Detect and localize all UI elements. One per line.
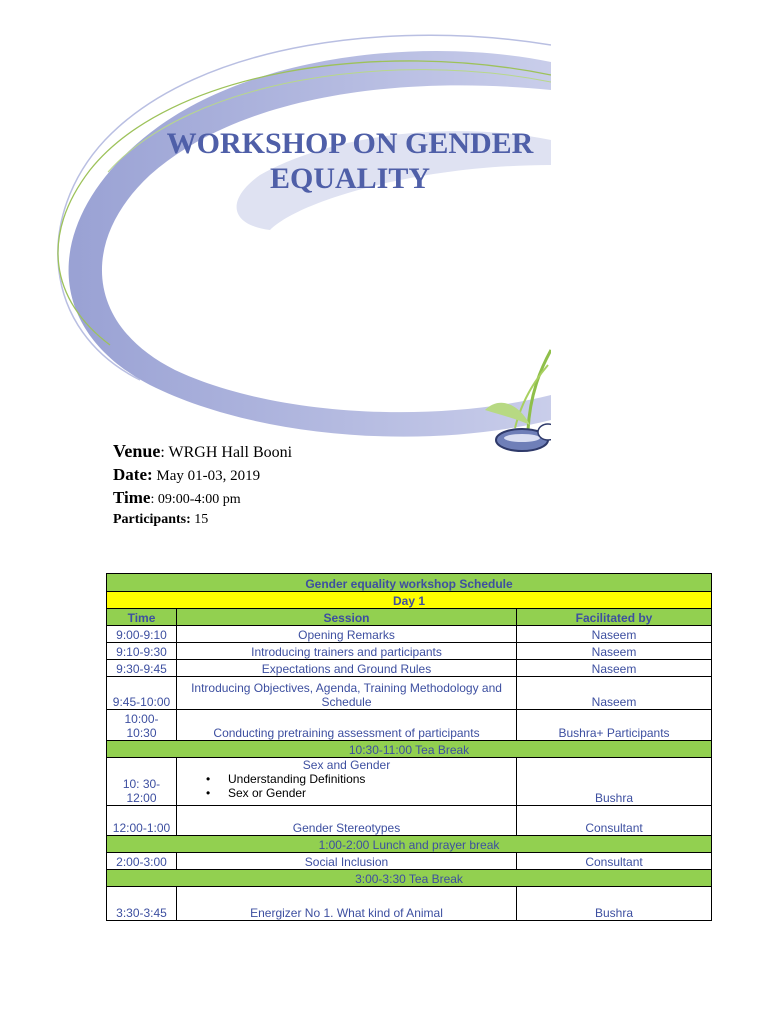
table-row bbox=[107, 677, 712, 710]
participants-line bbox=[113, 510, 292, 529]
session-cell: Conducting pretraining assessment of participants bbox=[177, 710, 517, 741]
session-cell: Gender Stereotypes bbox=[177, 806, 517, 836]
time-cell: 2:00-3:00 bbox=[107, 853, 177, 870]
time-cell: 9:45-10:00 bbox=[107, 677, 177, 710]
workshop-details bbox=[113, 440, 292, 529]
facilitator-cell: Naseem bbox=[517, 677, 712, 710]
facilitator-cell: Bushra bbox=[517, 887, 712, 921]
date-line bbox=[113, 464, 292, 487]
break-row bbox=[107, 870, 712, 887]
session-bullet-list bbox=[180, 772, 513, 800]
facilitator-cell: Naseem bbox=[517, 643, 712, 660]
table-row bbox=[107, 758, 712, 806]
venue-line bbox=[113, 440, 292, 464]
facilitator-cell: Bushra bbox=[517, 758, 712, 806]
table-row bbox=[107, 710, 712, 741]
list-item: • Sex or Gender bbox=[206, 786, 307, 800]
session-cell: Introducing trainers and participants bbox=[177, 643, 517, 660]
time-cell: 10: 30-12:00 bbox=[107, 758, 177, 806]
break-row bbox=[107, 741, 712, 758]
time-cell: 9:30-9:45 bbox=[107, 660, 177, 677]
date-label: Date: bbox=[113, 465, 153, 484]
facilitator-cell: Bushra+ Participants bbox=[517, 710, 712, 741]
facilitator-cell: Consultant bbox=[517, 806, 712, 836]
break-label: 3:00-3:30 Tea Break bbox=[107, 870, 712, 887]
schedule-heading: Gender equality workshop Schedule bbox=[107, 574, 712, 592]
date-value: May 01-03, 2019 bbox=[152, 468, 261, 484]
time-line bbox=[113, 487, 292, 510]
column-header-session: Session bbox=[177, 609, 517, 626]
time-cell: 12:00-1:00 bbox=[107, 806, 177, 836]
bullet-icon: • bbox=[206, 772, 211, 786]
break-row bbox=[107, 836, 712, 853]
venue-value: : WRGH Hall Booni bbox=[160, 444, 293, 461]
time-cell: 10:00-10:30 bbox=[107, 710, 177, 741]
bullet-icon: • bbox=[206, 786, 211, 800]
column-header-row bbox=[107, 609, 712, 626]
list-item: • Understanding Definitions bbox=[206, 772, 366, 786]
stone bbox=[504, 434, 540, 442]
facilitator-cell: Naseem bbox=[517, 660, 712, 677]
table-row bbox=[107, 887, 712, 921]
participants-label: Participants: bbox=[113, 512, 191, 527]
table-row bbox=[107, 643, 712, 660]
time-cell: 3:30-3:45 bbox=[107, 887, 177, 921]
break-label: 1:00-2:00 Lunch and prayer break bbox=[107, 836, 712, 853]
session-cell: Expectations and Ground Rules bbox=[177, 660, 517, 677]
stone bbox=[538, 424, 558, 440]
time-label: Time bbox=[113, 488, 151, 507]
session-cell: Energizer No 1. What kind of Animal bbox=[177, 887, 517, 921]
schedule-heading-row bbox=[107, 574, 712, 592]
column-header-time: Time bbox=[107, 609, 177, 626]
time-cell: 9:00-9:10 bbox=[107, 626, 177, 643]
table-row bbox=[107, 626, 712, 643]
decorative-swirl-graphic bbox=[0, 0, 768, 470]
facilitator-cell: Consultant bbox=[517, 853, 712, 870]
session-title: Sex and Gender bbox=[302, 758, 391, 772]
column-header-facilitator: Facilitated by bbox=[517, 609, 712, 626]
facilitator-cell: Naseem bbox=[517, 626, 712, 643]
time-cell: 9:10-9:30 bbox=[107, 643, 177, 660]
session-cell bbox=[177, 758, 517, 806]
time-value: : 09:00-4:00 pm bbox=[150, 492, 241, 507]
schedule-table bbox=[106, 573, 712, 921]
participants-value: 15 bbox=[190, 512, 209, 527]
table-row bbox=[107, 660, 712, 677]
title-line-1: WORKSHOP ON GENDER bbox=[166, 127, 534, 160]
day-row bbox=[107, 592, 712, 609]
document-title bbox=[140, 126, 560, 196]
break-label: 10:30-11:00 Tea Break bbox=[107, 741, 712, 758]
session-cell: Introducing Objectives, Agenda, Training Methodology and Schedule bbox=[177, 677, 517, 710]
table-row bbox=[107, 853, 712, 870]
venue-label: Venue bbox=[113, 441, 161, 461]
session-cell: Social Inclusion bbox=[177, 853, 517, 870]
day-label: Day 1 bbox=[107, 592, 712, 609]
table-row bbox=[107, 806, 712, 836]
title-line-2: EQUALITY bbox=[269, 162, 431, 195]
session-cell: Opening Remarks bbox=[177, 626, 517, 643]
